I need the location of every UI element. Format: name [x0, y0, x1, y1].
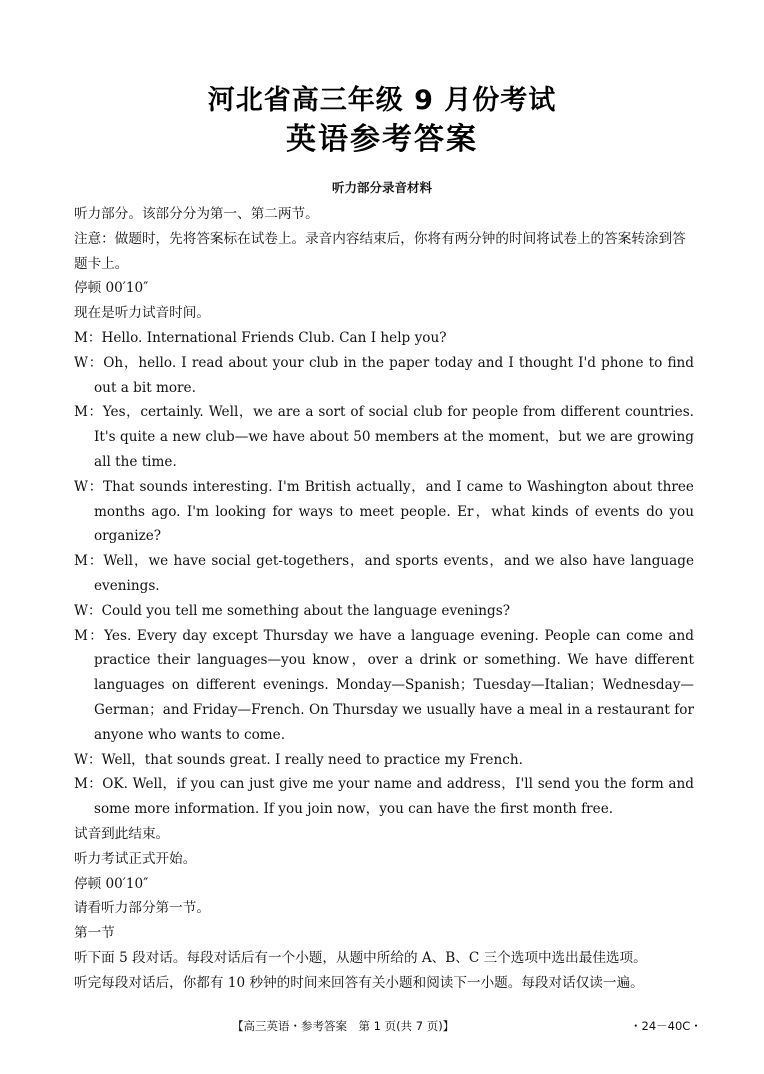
text-line: 听力考试正式开始。: [74, 850, 197, 867]
dialogue-line: [74, 599, 694, 624]
text-line: 听完每段对话后，你都有 10 秒钟的时间来回答有关小题和阅读下一小题。每段对话仅读一遍。: [74, 974, 644, 991]
dialogue-line: [74, 326, 694, 351]
speaker-label: W：: [74, 602, 102, 619]
text-line: 请看听力部分第一节。: [74, 900, 210, 917]
text-line: 听下面 5 段对话。每段对话后有一个小题，从题中所给的 A、B、C 三个选项中选出最佳选项。: [74, 949, 647, 966]
dialogue-text: Yes，certainly. Well，we are a sort of social club for people from different countries. It's quite a new club—we have about 50 members at the moment，but we are growing all the time.: [94, 404, 694, 470]
speaker-label: M：: [74, 553, 104, 570]
footer-code: ・24－40C・: [630, 1019, 702, 1033]
footer-page-info: 【高三英语・参考答案 第 1 页(共 7 页)】: [232, 1019, 455, 1033]
text-line: 注意：做题时，先将答案标在试卷上。录音内容结束后，你将有两分钟的时间将试卷上的答案转涂到答题卡上。: [74, 230, 686, 272]
document-title: 河北省高三年级 9 月份考试: [207, 85, 557, 116]
dialogue-line: [74, 624, 694, 748]
dialogue-text: Oh，hello. I read about your club in the paper today and I thought I'd phone to find out a bit more.: [94, 354, 694, 396]
dialogue-text: OK. Well，if you can just give me your name and address，I'll send you the form and some more information. If you join now，you can have the first month free.: [94, 776, 694, 818]
speaker-label: M：: [74, 627, 105, 644]
dialogue-text: Hello. International Friends Club. Can I help you?: [101, 329, 447, 346]
speaker-label: W：: [74, 751, 102, 768]
text-line: 试音到此结束。: [74, 825, 170, 842]
transcript-body: [74, 202, 694, 996]
dialogue-line: [74, 772, 694, 822]
text-line: 停顿 00′10″: [74, 875, 149, 892]
dialogue-line: [74, 549, 694, 599]
dialogue-text: That sounds interesting. I'm British actually，and I came to Washington about three months ago. I'm looking for ways to meet people. Er，what kinds of events do you organize?: [94, 478, 694, 545]
speaker-label: M：: [74, 329, 102, 346]
text-line: 听力部分。该部分分为第一、第二两节。: [74, 206, 319, 222]
dialogue-line: [74, 475, 694, 549]
dialogue-text: Yes. Every day except Thursday we have a language evening. People can come and practice their languages—you know，over a drink or something. We have different languages on different evenings. Monday—Spanish；Tuesday—Italian；Wednesday—German；and Friday—French. On Thursday we usually have a meal in a restaurant for anyone who wants to come.: [94, 627, 694, 743]
dialogue-line: [74, 748, 694, 773]
section-heading: 听力部分录音材料: [331, 180, 432, 195]
text-line: 现在是听力试音时间。: [74, 305, 210, 322]
dialogue-line: [74, 351, 694, 401]
text-line: 第一节: [74, 925, 115, 942]
speaker-label: M：: [74, 776, 103, 793]
speaker-label: W：: [74, 478, 104, 495]
dialogue-text: Well，that sounds great. I really need to practice my French.: [101, 751, 523, 768]
speaker-label: M：: [74, 404, 103, 421]
speaker-label: W：: [74, 354, 104, 371]
document-subtitle: 英语参考答案: [286, 122, 478, 157]
dialogue-line: [74, 400, 694, 474]
page-footer: [0, 1018, 764, 1036]
text-line: 停顿 00′10″: [74, 280, 149, 297]
dialogue-text: Well，we have social get-togethers，and sports events，and we also have language evenings.: [94, 553, 694, 594]
dialogue-text: Could you tell me something about the language evenings?: [101, 602, 510, 619]
